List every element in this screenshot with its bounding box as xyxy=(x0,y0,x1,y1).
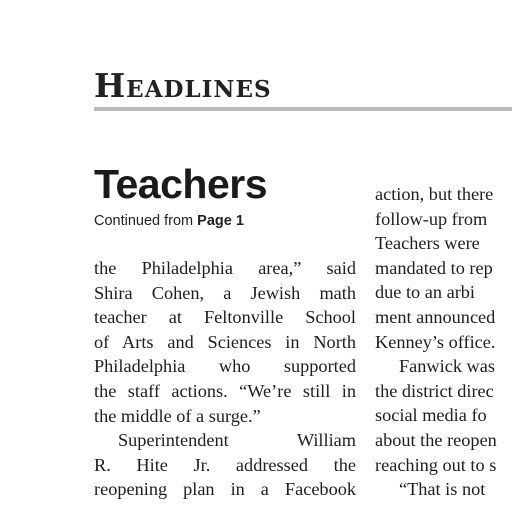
text-line: the staff actions. “We’re still in xyxy=(94,380,356,401)
text-line: follow-up from xyxy=(375,208,488,229)
text-line: social media fo xyxy=(375,405,487,426)
section-divider xyxy=(94,107,512,111)
text-line: ment announced xyxy=(375,306,496,327)
text-line: Superintendent William xyxy=(118,430,356,451)
text-line: the middle of a surge.” xyxy=(94,405,261,426)
text-line: the district direc xyxy=(375,380,494,401)
text-line: Philadelphia who supported xyxy=(94,356,356,377)
continued-page-ref: Page 1 xyxy=(197,213,244,229)
continued-from-note xyxy=(94,211,244,231)
text-line: of Arts and Sciences in North xyxy=(94,331,356,352)
continued-prefix: Continued from xyxy=(94,213,198,229)
text-line: Teachers were xyxy=(375,233,480,254)
article-column-right xyxy=(375,182,512,502)
article-column-left xyxy=(94,256,356,502)
article-headline: Teachers xyxy=(94,161,268,207)
section-title: Headlines xyxy=(94,66,272,105)
text-line: R. Hite Jr. addressed the xyxy=(94,454,356,475)
text-line: due to an arbi xyxy=(375,282,476,303)
text-line: Kenney’s office. xyxy=(375,331,496,352)
text-line: about the reopen xyxy=(375,429,497,450)
text-line: the Philadelphia area,” said xyxy=(94,258,356,278)
text-line: Shira Cohen, a Jewish math xyxy=(94,282,356,303)
text-line: reopening plan in a Facebook xyxy=(94,479,356,500)
text-line: teacher at Feltonville School xyxy=(94,307,356,328)
text-line: “That is not xyxy=(399,479,486,500)
text-line: mandated to rep xyxy=(375,257,493,278)
text-line: reaching out to s xyxy=(375,454,497,475)
text-line: Fanwick was xyxy=(399,356,495,377)
text-line: action, but there xyxy=(375,184,494,204)
